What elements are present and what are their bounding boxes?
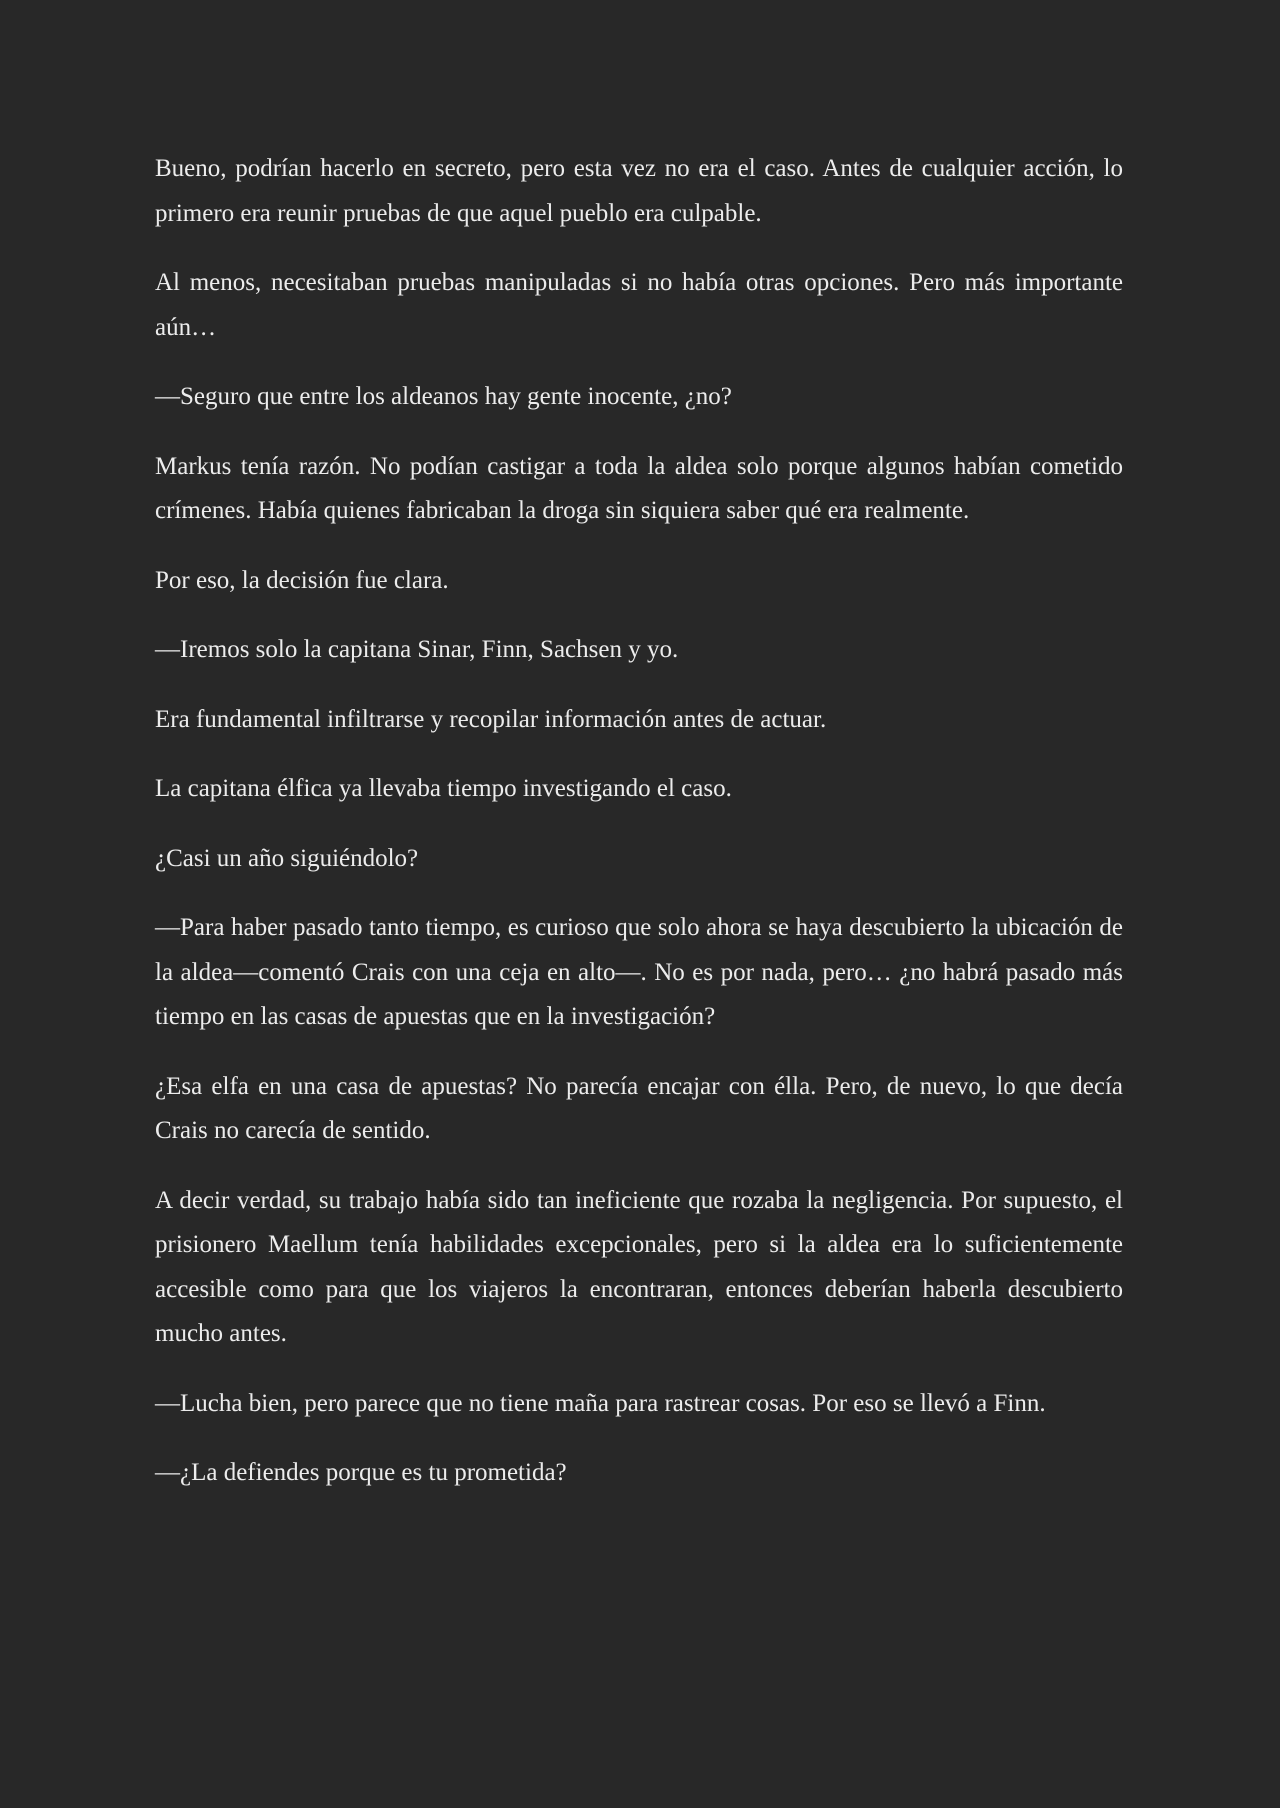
paragraph-5: Por eso, la decisión fue clara. bbox=[155, 566, 449, 594]
paragraph-11: ¿Esa elfa en una casa de apuestas? No parecía encajar con élla. Pero, de nuevo, lo que decía Crais no carecía de sentido. bbox=[155, 1072, 1123, 1144]
paragraph-4: Markus tenía razón. No podían castigar a toda la aldea solo porque algunos habían cometido crímenes. Había quienes fabricaban la droga sin siquiera saber qué era realmente. bbox=[155, 452, 1123, 524]
paragraph-12: A decir verdad, su trabajo había sido tan ineficiente que rozaba la negligencia. Por supuesto, el prisionero Maellum tenía habilidades excepcionales, pero si la aldea era lo suficientemente accesible como para que los viajeros la encontraran, entonces deberían haberla descubierto mucho antes. bbox=[155, 1186, 1123, 1347]
paragraph-8: La capitana élfica ya llevaba tiempo investigando el caso. bbox=[155, 775, 732, 802]
paragraph-13: —Lucha bien, pero parece que no tiene maña para rastrear cosas. Por eso se llevó a Finn. bbox=[155, 1389, 1046, 1417]
paragraph-2: Al menos, necesitaban pruebas manipuladas si no había otras opciones. Pero más importante aún… bbox=[155, 269, 1123, 341]
paragraph-14: —¿La defiendes porque es tu prometida? bbox=[155, 1459, 567, 1486]
paragraph-1: Bueno, podrían hacerlo en secreto, pero esta vez no era el caso. Antes de cualquier acción, lo primero era reunir pruebas de que aquel pueblo era culpable. bbox=[155, 155, 1123, 227]
paragraph-6: —Iremos solo la capitana Sinar, Finn, Sachsen y yo. bbox=[155, 636, 679, 663]
paragraph-3: —Seguro que entre los aldeanos hay gente inocente, ¿no? bbox=[155, 383, 732, 410]
paragraph-9: ¿Casi un año siguiéndolo? bbox=[155, 844, 419, 872]
paragraph-7: Era fundamental infiltrarse y recopilar información antes de actuar. bbox=[155, 705, 827, 733]
paragraph-10: —Para haber pasado tanto tiempo, es curioso que solo ahora se haya descubierto la ubicación de la aldea—comentó Crais con una ceja en alto—. No es por nada, pero… ¿no habrá pasado más tiempo en las casas de apuestas que en la investigación? bbox=[155, 914, 1123, 1030]
reader-page bbox=[155, 147, 1123, 1521]
